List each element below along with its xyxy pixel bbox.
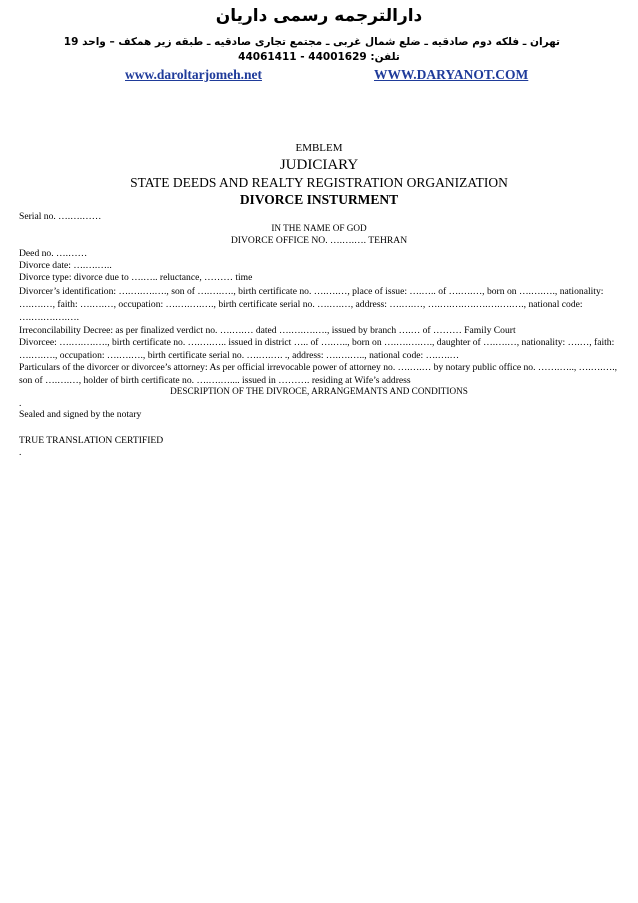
serial-number: Serial no. ….….……	[19, 211, 102, 222]
divorce-date: Divorce date: ….….…..	[19, 260, 112, 271]
name-of-god: IN THE NAME OF GOD	[271, 223, 367, 233]
agency-address: تهران ـ فلکه دوم صادقیه ـ ضلع شمال غربی ـ مجتمع تجاری صادقیه ـ طبقه زیر همکف – واحد 19	[63, 36, 560, 48]
website-link-daryanot[interactable]: WWW.DARYANOT.COM	[374, 67, 529, 82]
separator-dot: .	[19, 398, 22, 409]
deed-number: Deed no. ….……	[19, 248, 88, 259]
divorcee-identification: Divorcee: ….….….…., birth certificate no. ….….….. issued in district ….. of ….….., born on ….….….…., daughter of ….….…, nationality: ….…, faith: ….….…., occupation: ….….…., birth certificate serial no. ….….…. ., address: ….….….., national code: ….….…	[19, 337, 615, 361]
description-heading: DESCRIPTION OF THE DIVROCE, ARRANGEMANTS AND CONDITIONS	[170, 386, 468, 396]
judiciary-heading: JUDICIARY	[279, 157, 359, 173]
website-link-daroltarjomeh[interactable]: www.daroltarjomeh.net	[125, 67, 262, 82]
notary-seal-note: Sealed and signed by the notary	[19, 409, 142, 420]
divorce-office: DIVORCE OFFICE NO. ….….…. TEHRAN	[230, 235, 408, 246]
emblem-label: EMBLEM	[295, 142, 343, 154]
irreconcilability-decree: Irreconcilability Decree: as per finalized verdict no. ….….… dated ….….….…., issued by branch ….… of ……… Family Court	[19, 325, 516, 336]
organization-heading: STATE DEEDS AND REALTY REGISTRATION ORGANIZATION	[130, 175, 508, 190]
divorce-type: Divorce type: divorce due to ….….. reluctance, ……… time	[19, 272, 253, 283]
document-title: DIVORCE INSTURMENT	[239, 192, 399, 207]
closing-dot: .	[19, 447, 22, 458]
agency-phone: تلفن: 44001629 - 44061411	[238, 51, 400, 63]
agency-title: دارالترجمه رسمی داریان	[215, 6, 423, 26]
attorney-particulars: Particulars of the divorcer or divorcee’s attorney: As per official irrevocable power of attorney no. ….….… by notary public office no. …….….., ….….…., son of ….….…, holder of birth certificate no. ….….….... issued in ………. residing at Wife’s address	[19, 362, 618, 386]
translation-certification: TRUE TRANSLATION CERTIFIED	[19, 435, 164, 446]
divorcer-identification: Divorcer’s identification: ….….….…., son of ….….…., birth certificate no. ….….…, place of issue: ….….. of ….….…, born on ….….…., nationality: ….….…, faith: ….….…, occupation: ….….….…., birth certificate serial no. ….….…, address: ….….…, ….….….….….….….…., national code: ….….….….….	[19, 286, 604, 323]
